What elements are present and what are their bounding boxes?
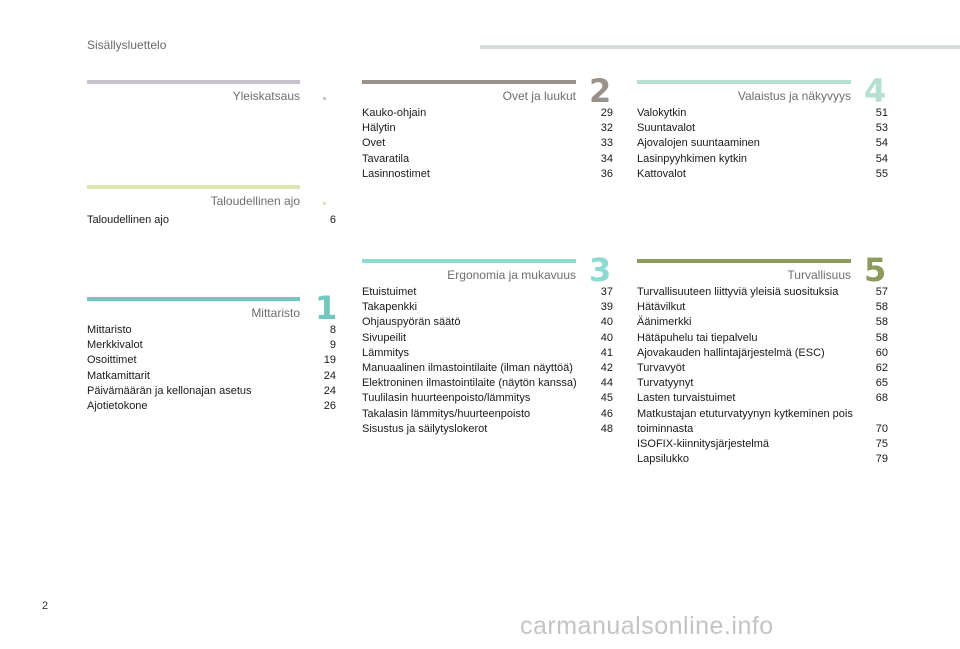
toc-entry-label: Lapsilukko bbox=[637, 453, 689, 466]
toc-entry[interactable] bbox=[362, 106, 613, 121]
toc-entry-page: 60 bbox=[875, 346, 888, 359]
toc-entry[interactable] bbox=[637, 361, 888, 376]
toc-list bbox=[87, 323, 336, 414]
toc-entry[interactable] bbox=[362, 391, 613, 406]
toc-entry-label: Päivämäärän ja kellonajan asetus bbox=[87, 384, 252, 397]
toc-entry-label: Matkustajan etuturvatyynyn kytkeminen pois toiminnasta bbox=[637, 407, 853, 435]
toc-entry-label: Ajovalojen suuntaaminen bbox=[637, 137, 760, 150]
toc-entry-label: Elektroninen ilmastointilaite (näytön kanssa) bbox=[362, 377, 577, 390]
section-color-bar bbox=[87, 297, 300, 301]
toc-entry[interactable] bbox=[637, 346, 888, 361]
toc-entry-page: 37 bbox=[600, 286, 613, 298]
toc-entry-label: Kattovalot bbox=[637, 167, 686, 180]
toc-entry[interactable] bbox=[87, 323, 336, 338]
toc-entry[interactable] bbox=[87, 338, 336, 353]
toc-entry-page: 58 bbox=[875, 331, 888, 344]
toc-entry-label: Ajotietokone bbox=[87, 400, 148, 413]
toc-entry-page: 53 bbox=[875, 122, 888, 135]
section-title: Taloudellinen ajo bbox=[210, 194, 300, 208]
toc-entry-page: 54 bbox=[875, 137, 888, 150]
toc-entry-label: Matkamittarit bbox=[87, 369, 150, 382]
section-title: Turvallisuus bbox=[787, 268, 851, 282]
toc-entry[interactable] bbox=[637, 437, 888, 452]
toc-entry-label: Merkkivalot bbox=[87, 339, 143, 352]
toc-entry-label: Etuistuimet bbox=[362, 286, 417, 298]
section-number: 4 bbox=[864, 72, 887, 110]
toc-entry-page: 40 bbox=[600, 331, 613, 344]
toc-entry[interactable] bbox=[637, 376, 888, 391]
toc-entry[interactable] bbox=[362, 407, 613, 422]
toc-entry-label: Mittaristo bbox=[87, 324, 132, 336]
section-title: Yleiskatsaus bbox=[232, 89, 300, 103]
toc-entry[interactable] bbox=[362, 285, 613, 300]
toc-entry-label: Kauko-ohjain bbox=[362, 107, 427, 119]
header-rule bbox=[480, 45, 960, 49]
toc-entry[interactable] bbox=[362, 152, 613, 167]
page-number: 2 bbox=[42, 600, 49, 612]
section-color-bar bbox=[362, 259, 576, 263]
toc-list bbox=[637, 285, 888, 467]
toc-list bbox=[362, 285, 613, 437]
toc-entry[interactable] bbox=[362, 300, 613, 315]
toc-entry-label: ISOFIX-kiinnitysjärjestelmä bbox=[637, 438, 770, 451]
toc-entry[interactable] bbox=[362, 422, 613, 437]
toc-entry[interactable] bbox=[637, 121, 888, 136]
section-title: Ovet ja luukut bbox=[502, 89, 576, 103]
toc-entry-label: Lasinpyyhkimen kytkin bbox=[637, 152, 748, 165]
toc-entry-page: 33 bbox=[600, 137, 613, 150]
toc-entry-label: Lasinnostimet bbox=[362, 167, 430, 180]
toc-entry[interactable] bbox=[362, 331, 613, 346]
toc-entry-page: 42 bbox=[600, 362, 613, 375]
toc-list bbox=[637, 106, 888, 182]
toc-entry-page: 8 bbox=[329, 324, 336, 336]
toc-list bbox=[87, 213, 336, 228]
section-marker-icon bbox=[323, 97, 326, 100]
watermark: carmanualsonline.info bbox=[520, 612, 774, 640]
toc-entry-label: Ohjauspyörän säätö bbox=[362, 316, 461, 329]
toc-entry-label: Hälytin bbox=[362, 122, 396, 135]
toc-entry-page: 9 bbox=[329, 339, 336, 352]
toc-entry[interactable] bbox=[362, 361, 613, 376]
toc-entry[interactable] bbox=[87, 369, 336, 384]
section-color-bar bbox=[637, 259, 851, 263]
toc-entry-page: 51 bbox=[875, 107, 888, 119]
toc-entry-label: Suuntavalot bbox=[637, 122, 696, 135]
toc-entry[interactable] bbox=[637, 315, 888, 330]
toc-entry-label: Turvavyöt bbox=[637, 362, 685, 375]
toc-entry[interactable] bbox=[637, 152, 888, 167]
toc-entry[interactable] bbox=[637, 407, 888, 437]
toc-entry-page: 41 bbox=[600, 346, 613, 359]
toc-entry-label: Tavaratila bbox=[362, 152, 410, 165]
toc-entry-page: 24 bbox=[323, 369, 336, 382]
section-title: Mittaristo bbox=[251, 306, 300, 320]
toc-entry-label: Manuaalinen ilmastointilaite (ilman näyttöä) bbox=[362, 362, 573, 375]
toc-entry-page: 34 bbox=[600, 152, 613, 165]
section-color-bar bbox=[637, 80, 851, 84]
toc-entry[interactable] bbox=[637, 167, 888, 182]
toc-entry-page: 68 bbox=[875, 392, 888, 405]
toc-entry[interactable] bbox=[637, 106, 888, 121]
toc-entry-page: 57 bbox=[875, 286, 888, 298]
toc-entry-page: 58 bbox=[875, 316, 888, 329]
toc-entry-label: Tuulilasin huurteenpoisto/lämmitys bbox=[362, 392, 531, 405]
toc-entry-page: 65 bbox=[875, 377, 888, 390]
toc-list bbox=[362, 106, 613, 182]
section-title: Valaistus ja näkyvyys bbox=[737, 89, 851, 103]
section-number: 3 bbox=[589, 251, 612, 289]
toc-entry-page: 44 bbox=[600, 377, 613, 390]
toc-entry[interactable] bbox=[87, 353, 336, 368]
toc-entry[interactable] bbox=[637, 331, 888, 346]
toc-entry-page: 39 bbox=[600, 301, 613, 314]
toc-entry-page: 26 bbox=[323, 400, 336, 413]
section-color-bar bbox=[87, 80, 300, 84]
toc-entry[interactable] bbox=[87, 399, 336, 414]
section-number: 1 bbox=[315, 289, 338, 327]
toc-entry[interactable] bbox=[637, 136, 888, 151]
toc-entry-page: 6 bbox=[329, 214, 336, 226]
toc-entry[interactable] bbox=[362, 136, 613, 151]
section-marker-icon bbox=[323, 202, 326, 205]
toc-entry-label: Turvallisuuteen liittyviä yleisiä suosituksia bbox=[637, 286, 839, 298]
toc-entry-page: 29 bbox=[600, 107, 613, 119]
toc-entry-label: Osoittimet bbox=[87, 354, 137, 367]
toc-entry-page: 40 bbox=[600, 316, 613, 329]
section-color-bar bbox=[362, 80, 576, 84]
toc-entry-label: Äänimerkki bbox=[637, 316, 692, 329]
toc-entry[interactable] bbox=[637, 452, 888, 467]
toc-entry-page: 48 bbox=[600, 422, 613, 435]
toc-entry-page: 55 bbox=[875, 167, 888, 180]
toc-entry-page: 36 bbox=[600, 167, 613, 180]
toc-entry[interactable] bbox=[362, 376, 613, 391]
toc-entry-label: Sisustus ja säilytyslokerot bbox=[362, 422, 488, 435]
toc-entry-page: 54 bbox=[875, 152, 888, 165]
toc-entry[interactable] bbox=[87, 213, 336, 228]
section-title: Ergonomia ja mukavuus bbox=[447, 268, 576, 282]
section-number: 5 bbox=[864, 251, 887, 289]
section-color-bar bbox=[87, 185, 300, 189]
toc-entry-label: Hätäpuhelu tai tiepalvelu bbox=[637, 331, 758, 344]
toc-entry[interactable] bbox=[362, 121, 613, 136]
toc-entry-label: Sivupeilit bbox=[362, 331, 407, 344]
toc-entry-page: 58 bbox=[875, 301, 888, 314]
page-header-title: Sisällysluettelo bbox=[87, 38, 167, 52]
toc-entry-page: 79 bbox=[875, 453, 888, 466]
toc-entry-label: Lämmitys bbox=[362, 346, 410, 359]
toc-entry[interactable] bbox=[637, 300, 888, 315]
toc-entry-page: 32 bbox=[600, 122, 613, 135]
toc-entry-label: Hätävilkut bbox=[637, 301, 686, 314]
section-number: 2 bbox=[589, 72, 612, 110]
toc-entry-label: Lasten turvaistuimet bbox=[637, 392, 736, 405]
toc-entry-page: 62 bbox=[875, 362, 888, 375]
toc-entry-label: Takapenkki bbox=[362, 301, 418, 314]
toc-entry-label: Taloudellinen ajo bbox=[87, 214, 169, 226]
toc-entry[interactable] bbox=[362, 346, 613, 361]
toc-entry-page: 75 bbox=[875, 438, 888, 451]
toc-entry-label: Ovet bbox=[362, 137, 386, 150]
toc-entry-page: 70 bbox=[875, 422, 888, 435]
toc-entry-page: 19 bbox=[323, 354, 336, 367]
toc-entry[interactable] bbox=[637, 391, 888, 406]
toc-entry[interactable] bbox=[362, 167, 613, 182]
toc-entry-page: 24 bbox=[323, 384, 336, 397]
toc-entry-label: Valokytkin bbox=[637, 107, 687, 119]
toc-entry[interactable] bbox=[362, 315, 613, 330]
toc-entry-page: 46 bbox=[600, 407, 613, 420]
toc-entry-label: Takalasin lämmitys/huurteenpoisto bbox=[362, 407, 531, 420]
toc-entry-label: Turvatyynyt bbox=[637, 377, 694, 390]
toc-entry-label: Ajovakauden hallintajärjestelmä (ESC) bbox=[637, 346, 825, 359]
toc-entry[interactable] bbox=[87, 384, 336, 399]
toc-entry-page: 45 bbox=[600, 392, 613, 405]
toc-entry[interactable] bbox=[637, 285, 888, 300]
